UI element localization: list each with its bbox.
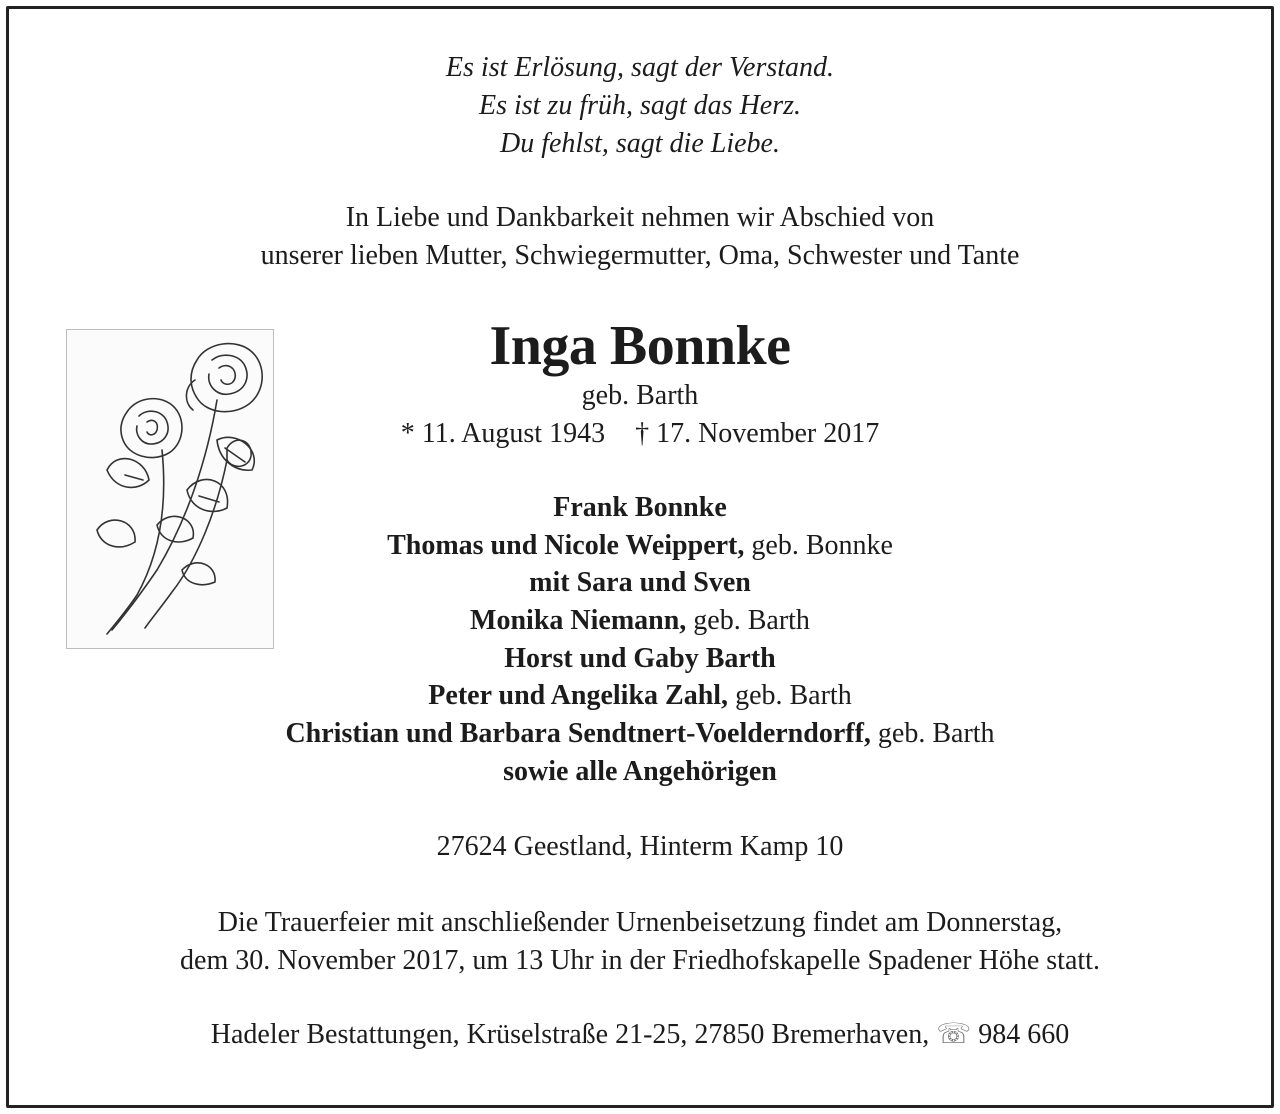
mourner-line: Monika Niemann, geb. Barth: [470, 605, 810, 636]
phone-icon: ☏: [936, 1019, 972, 1050]
rose-bouquet-icon: [67, 330, 275, 650]
undertaker-line: [0, 1017, 1280, 1051]
mourner-line: Frank Bonnke: [553, 492, 727, 523]
family-address: 27624 Geestland, Hinterm Kamp 10: [436, 831, 844, 862]
deceased-name: Inga Bonnke: [489, 315, 791, 377]
ceremony-line-2: dem 30. November 2017, um 13 Uhr in der Friedhofskapelle Spadener Höhe statt.: [180, 945, 1100, 976]
mourner-line: Christian und Barbara Sendtnert-Voelderndorff, geb. Barth: [285, 718, 995, 749]
mourner-line: Thomas und Nicole Weippert, geb. Bonnke: [387, 530, 893, 561]
mourner-line: mit Sara und Sven: [529, 567, 751, 598]
quote-line-3: Du fehlst, sagt die Liebe.: [500, 128, 780, 159]
undertaker-text: Hadeler Bestattungen, Krüselstraße 21-25, 27850 Bremerhaven,: [210, 1019, 930, 1050]
death-date: † 17. November 2017: [635, 418, 880, 449]
ceremony-line-1: Die Trauerfeier mit anschließender Urnenbeisetzung findet am Donnerstag,: [217, 907, 1063, 938]
quote-line-1: Es ist Erlösung, sagt der Verstand.: [445, 52, 835, 83]
intro-line-2: unserer lieben Mutter, Schwiegermutter, Oma, Schwester und Tante: [260, 240, 1020, 271]
mourner-line: Horst und Gaby Barth: [504, 643, 776, 674]
quote-line-2: Es ist zu früh, sagt das Herz.: [478, 90, 802, 121]
birth-date: * 11. August 1943: [400, 418, 606, 449]
mourner-line: Peter und Angelika Zahl, geb. Barth: [428, 680, 852, 711]
intro-line-1: In Liebe und Dankbarkeit nehmen wir Abschied von: [345, 202, 935, 233]
life-dates: [0, 418, 1280, 450]
birth-name: geb. Barth: [581, 380, 699, 411]
mourner-line: sowie alle Angehörigen: [503, 756, 777, 787]
phone-number: 984 660: [978, 1019, 1070, 1050]
